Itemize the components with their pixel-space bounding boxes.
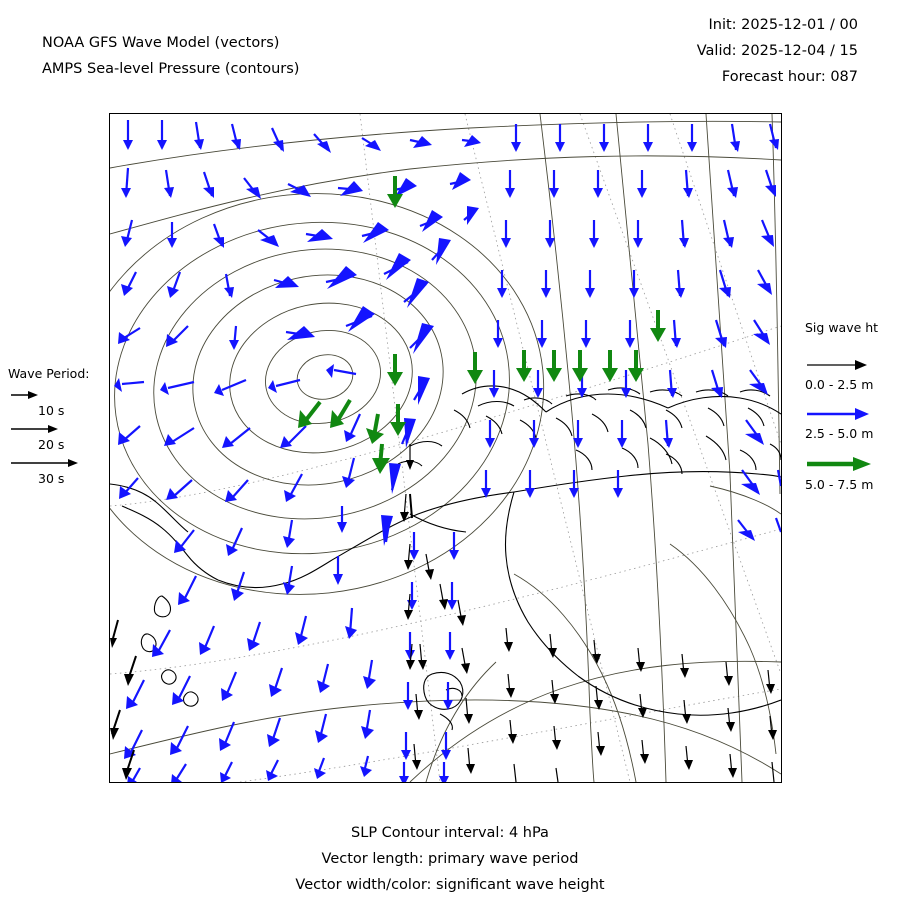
wave-vector-group-black: [110, 444, 777, 782]
slp-contours: [110, 114, 781, 782]
wave-vectors: [110, 120, 781, 782]
title-block: [42, 30, 299, 82]
model-title-vectors: NOAA GFS Wave Model (vectors): [42, 35, 280, 51]
map-panel: [109, 113, 782, 783]
arrow-icon: [8, 455, 104, 469]
wave-period-legend-item: [8, 387, 106, 421]
sig-wave-height-legend-item: [805, 406, 900, 420]
sig-wave-height-legend-item: [805, 455, 900, 471]
forecast-metadata: [697, 12, 858, 90]
sig-wave-height-legend-caption: 0.0 - 2.5 m: [805, 377, 874, 392]
arrow-icon: [8, 421, 104, 435]
sig-wave-height-legend-caption: 2.5 - 5.0 m: [805, 426, 874, 441]
coastline: [110, 386, 781, 730]
wave-period-legend-item: [8, 421, 106, 455]
init-time: Init: 2025-12-01 / 00: [708, 17, 858, 33]
footer-contour-interval: SLP Contour interval: 4 hPa: [351, 825, 549, 841]
footer-vector-length: Vector length: primary wave period: [321, 851, 579, 867]
wave-period-legend-caption: 10 s: [38, 403, 65, 418]
arrow-icon: [8, 387, 104, 401]
sig-wave-height-legend: [805, 320, 900, 506]
footer-notes: [0, 820, 900, 898]
map-canvas: [110, 114, 781, 782]
wave-period-legend-caption: 20 s: [38, 437, 65, 452]
model-title-contours: AMPS Sea-level Pressure (contours): [42, 61, 300, 77]
wave-period-legend-title: Wave Period:: [8, 366, 90, 381]
arrow-icon: [805, 357, 889, 371]
sig-wave-height-legend-title: Sig wave ht: [805, 320, 879, 335]
wave-period-legend: [8, 366, 106, 489]
wave-vector-group-blue: [114, 120, 781, 782]
wave-period-legend-item: [8, 455, 106, 489]
wave-period-legend-caption: 30 s: [38, 471, 65, 486]
forecast-hour: Forecast hour: 087: [721, 69, 858, 85]
sig-wave-height-legend-caption: 5.0 - 7.5 m: [805, 477, 874, 492]
valid-time: Valid: 2025-12-04 / 15: [696, 43, 858, 59]
arrow-icon: [805, 455, 889, 471]
arrow-icon: [805, 406, 889, 420]
footer-vector-width-color: Vector width/color: significant wave height: [295, 877, 605, 893]
sig-wave-height-legend-item: [805, 357, 900, 371]
